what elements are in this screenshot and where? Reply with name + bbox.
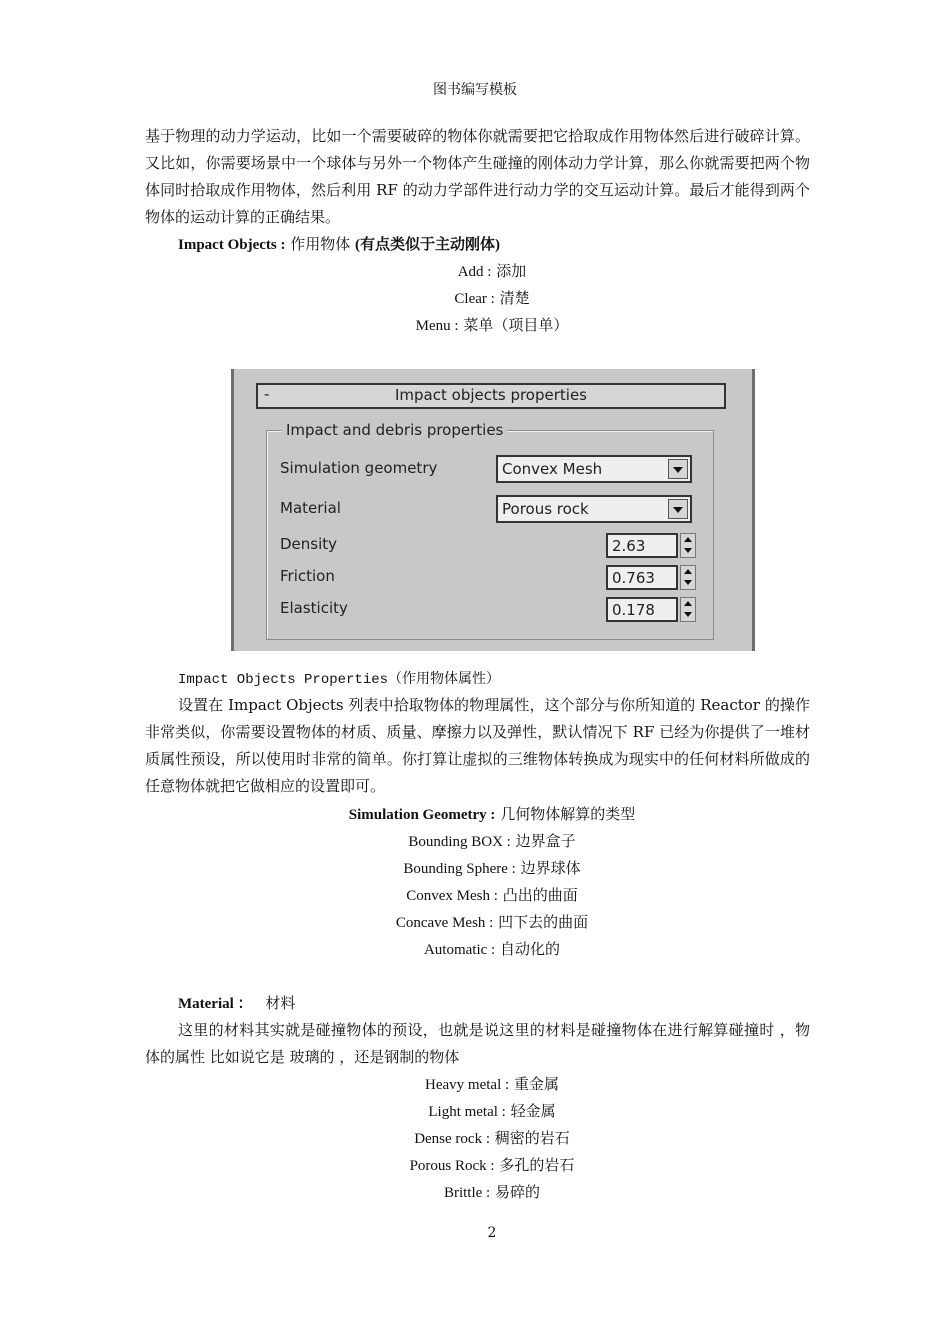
page-header: 图书编写模板 xyxy=(433,82,517,98)
collapse-icon[interactable]: - xyxy=(264,385,270,403)
properties-paragraph: 设置在 Impact Objects 列表中拾取物体的物理属性，这个部分与你所知道的 Reactor 的操作非常类似，你需要设置物体的材质、质量、摩擦力以及弹性，默认情况下 RF 已经为你提供了一堆材质属性预设，所以使用时非常的简单。你打算让虚拟的三维物体转换成为现实中的任何材料所做成的任意物体就把它做相应的设置即可。 xyxy=(145,696,810,795)
group-title: Impact and debris properties xyxy=(282,421,507,439)
elasticity-value: 0.178 xyxy=(612,601,655,619)
mat-list-term: Heavy metal : xyxy=(425,1077,510,1093)
simulation-geometry-desc: 几何物体解算的类型 xyxy=(500,805,636,823)
impact-objects-term: Impact Objects : xyxy=(178,237,286,253)
impact-list-desc: 清楚 xyxy=(499,289,530,307)
impact-list-term: Clear : xyxy=(454,291,495,307)
mat-list-term: Dense rock : xyxy=(414,1131,490,1147)
friction-input[interactable] xyxy=(606,565,678,590)
figure-caption: Impact Objects Properties（作用物体属性） xyxy=(178,672,501,688)
sim-list-item xyxy=(0,828,950,856)
panel-rollout-header[interactable] xyxy=(256,383,726,409)
sim-list-term: Concave Mesh : xyxy=(395,915,494,931)
spinner-up-icon[interactable] xyxy=(684,537,692,542)
elasticity-label: Elasticity xyxy=(280,599,348,617)
material-heading xyxy=(178,990,295,1018)
mat-list-item xyxy=(0,1179,950,1207)
impact-list-term: Add : xyxy=(457,264,492,280)
sim-list-term: Automatic : xyxy=(423,942,496,958)
simulation-geometry-term: Simulation Geometry : xyxy=(348,807,496,823)
spinner-up-icon[interactable] xyxy=(684,569,692,574)
impact-list-desc: 添加 xyxy=(496,262,527,280)
friction-value: 0.763 xyxy=(612,569,655,587)
friction-spinner[interactable] xyxy=(680,565,696,590)
panel-title: Impact objects properties xyxy=(395,386,587,404)
sim-list-item xyxy=(0,936,950,964)
intro-paragraph: 基于物理的动力学运动，比如一个需要破碎的物体你就需要把它拾取成作用物体然后进行破碎计算。又比如，你需要场景中一个球体与另外一个物体产生碰撞的刚体动力学计算，那么你就需要把两个物体同时拾取成作用物体，然后利用 RF 的动力学部件进行动力学的交互运动计算。最后才能得到两个物体的运动计算的正确结果。 xyxy=(145,127,810,226)
material-paragraph: 这里的材料其实就是碰撞物体的预设，也就是说这里的材料是碰撞物体在进行解算碰撞时 ，物体的属性 比如说它是 玻璃的 ，还是钢制的物体 xyxy=(145,1021,810,1066)
sim-list-desc: 凸出的曲面 xyxy=(502,886,578,904)
mat-list-desc: 轻金属 xyxy=(510,1102,556,1120)
density-label: Density xyxy=(280,535,338,553)
mat-list-term: Light metal : xyxy=(428,1104,506,1120)
impact-objects-properties-panel xyxy=(231,369,755,651)
impact-objects-line xyxy=(178,231,500,259)
mat-list-item xyxy=(0,1125,950,1153)
elasticity-spinner[interactable] xyxy=(680,597,696,622)
mat-list-term: Brittle : xyxy=(443,1185,491,1201)
mat-list-item xyxy=(0,1071,950,1099)
spinner-down-icon[interactable] xyxy=(684,580,692,585)
mat-list-desc: 多孔的岩石 xyxy=(499,1156,575,1174)
sim-list-term: Bounding BOX : xyxy=(408,834,511,850)
material-value: Porous rock xyxy=(502,500,589,518)
impact-list-item xyxy=(0,312,950,340)
elasticity-input[interactable] xyxy=(606,597,678,622)
simulation-geometry-value: Convex Mesh xyxy=(502,460,603,478)
mat-list-item xyxy=(0,1098,950,1126)
impact-list-item xyxy=(0,285,950,313)
material-label: Material xyxy=(280,499,341,517)
friction-label: Friction xyxy=(280,567,335,585)
simulation-geometry-heading xyxy=(0,801,950,829)
mat-list-desc: 稠密的岩石 xyxy=(494,1129,570,1147)
page-number: 2 xyxy=(487,1225,497,1241)
sim-list-item xyxy=(0,909,950,937)
chevron-down-icon[interactable] xyxy=(668,499,688,519)
material-dropdown[interactable] xyxy=(496,495,692,523)
sim-list-term: Bounding Sphere : xyxy=(403,861,516,877)
simulation-geometry-dropdown[interactable] xyxy=(496,455,692,483)
impact-list-item xyxy=(0,258,950,286)
impact-list-desc: 菜单（项目单） xyxy=(463,316,569,334)
sim-list-desc: 边界盒子 xyxy=(515,832,576,850)
chevron-down-icon[interactable] xyxy=(668,459,688,479)
spinner-down-icon[interactable] xyxy=(684,612,692,617)
spinner-down-icon[interactable] xyxy=(684,548,692,553)
density-input[interactable] xyxy=(606,533,678,558)
sim-list-desc: 凹下去的曲面 xyxy=(498,913,589,931)
sim-list-desc: 自动化的 xyxy=(500,940,561,958)
material-term: Material ： xyxy=(178,996,253,1012)
material-desc: 材料 xyxy=(265,994,296,1012)
sim-list-item xyxy=(0,882,950,910)
impact-objects-note: (有点类似于主动刚体) xyxy=(355,237,501,253)
mat-list-term: Porous Rock : xyxy=(409,1158,495,1174)
impact-list-term: Menu : xyxy=(415,318,459,334)
sim-list-term: Convex Mesh : xyxy=(406,888,498,904)
simulation-geometry-label: Simulation geometry xyxy=(280,459,438,477)
mat-list-item xyxy=(0,1152,950,1180)
sim-list-item xyxy=(0,855,950,883)
density-spinner[interactable] xyxy=(680,533,696,558)
density-value: 2.63 xyxy=(612,537,646,555)
mat-list-desc: 易碎的 xyxy=(495,1183,541,1201)
mat-list-desc: 重金属 xyxy=(513,1075,559,1093)
sim-list-desc: 边界球体 xyxy=(520,859,581,877)
impact-objects-desc: 作用物体 xyxy=(290,235,356,253)
spinner-up-icon[interactable] xyxy=(684,601,692,606)
